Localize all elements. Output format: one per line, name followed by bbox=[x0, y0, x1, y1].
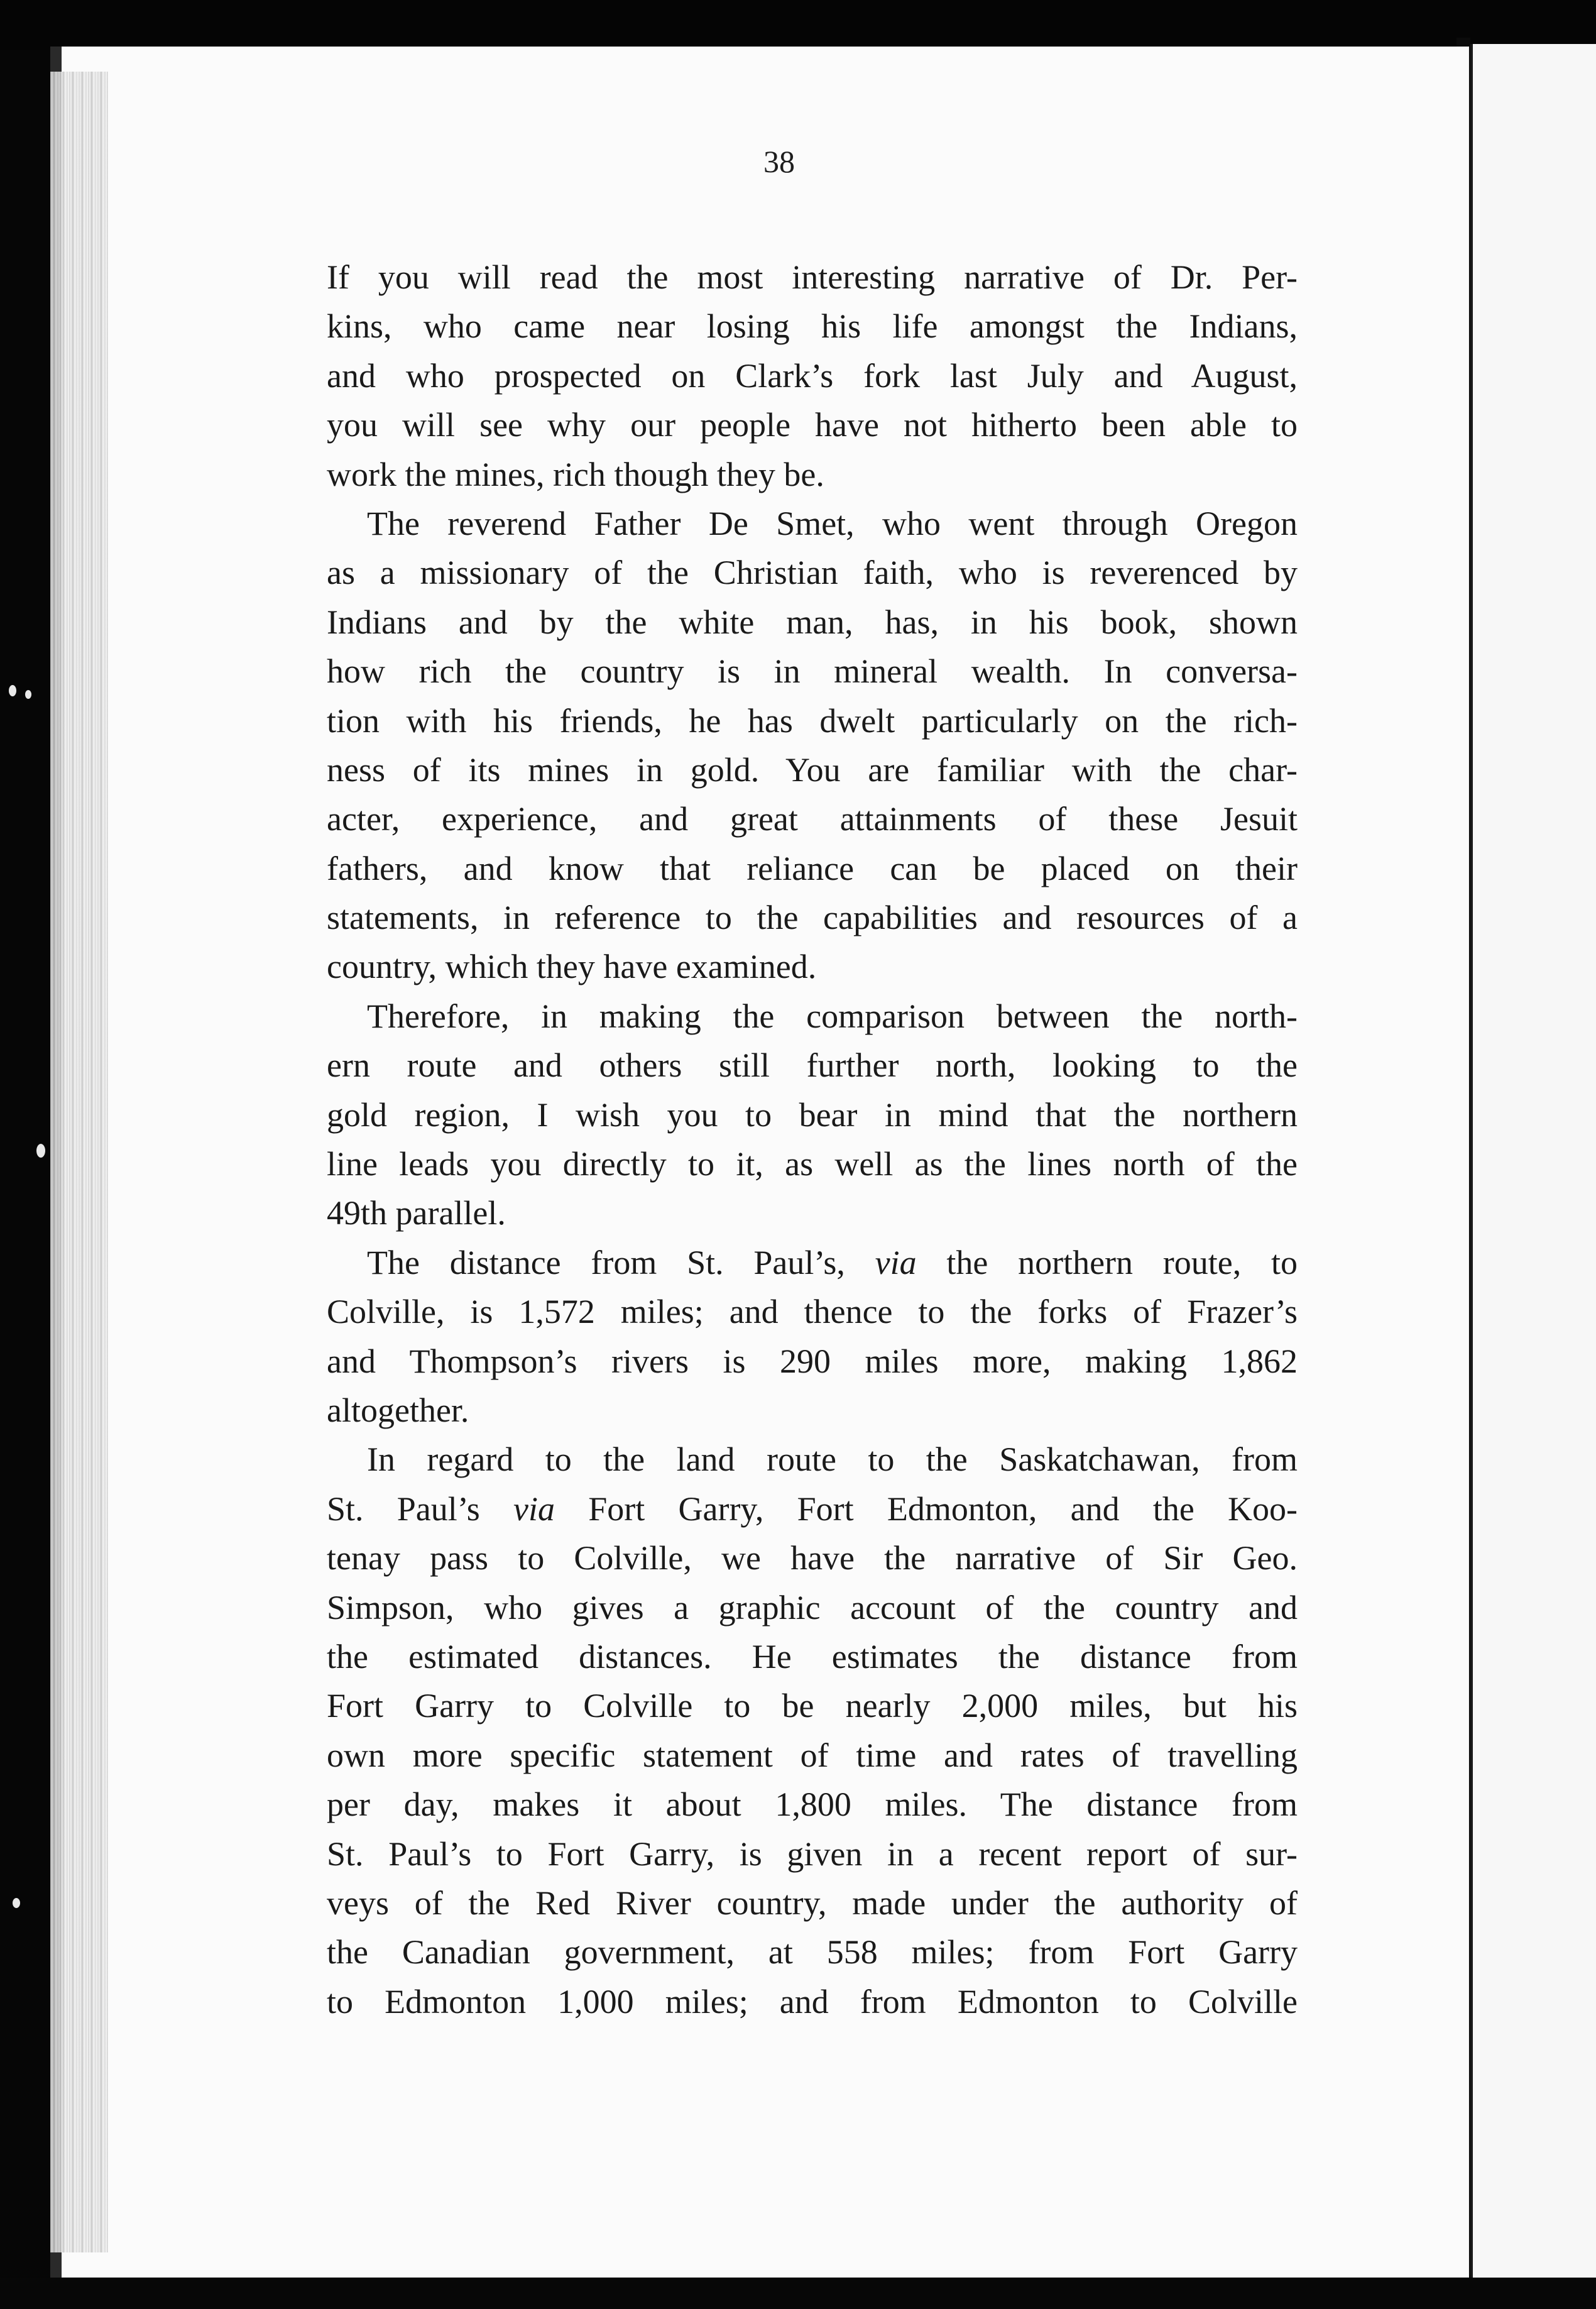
text-line: The reverend Father De Smet, who went through Oregon bbox=[367, 504, 1298, 542]
facing-page-sliver bbox=[1470, 44, 1596, 2294]
text-line: and Thompson’s rivers is 290 miles more, making 1,862 bbox=[327, 1342, 1298, 1380]
text-line: Indians and by the white man, has, in his book, shown bbox=[327, 603, 1298, 641]
scan-bottom-border bbox=[0, 2278, 1596, 2309]
italic-via: via bbox=[513, 1489, 555, 1528]
text-line: tion with his friends, he has dwelt particularly on the rich- bbox=[327, 701, 1298, 740]
text-line: St. Paul’s to Fort Garry, is given in a recent report of sur- bbox=[327, 1835, 1298, 1873]
text-line: In regard to the land route to the Saskatchawan, from bbox=[367, 1440, 1298, 1479]
text-line: and who prospected on Clark’s fork last July and August, bbox=[327, 356, 1298, 395]
scan-top-border bbox=[0, 0, 1596, 50]
page-number: 38 bbox=[763, 144, 795, 179]
text-line: fathers, and know that reliance can be placed on their bbox=[327, 849, 1298, 887]
text-line: tenay pass to Colville, we have the narrative of Sir Geo. bbox=[327, 1539, 1298, 1577]
text-line: line leads you directly to it, as well as the lines north of the bbox=[327, 1145, 1298, 1183]
text-line: own more specific statement of time and rates of travelling bbox=[327, 1736, 1298, 1774]
text-line: the estimated distances. He estimates the distance from bbox=[327, 1637, 1298, 1676]
text-line: 49th parallel. bbox=[327, 1194, 506, 1232]
text-line: to Edmonton 1,000 miles; and from Edmonton to Colville bbox=[327, 1982, 1298, 2021]
margin-speck bbox=[36, 1144, 45, 1158]
text-line: the Canadian government, at 558 miles; from Fort Garry bbox=[327, 1933, 1298, 1972]
text-run: The distance from St. Paul’s, bbox=[367, 1243, 875, 1281]
text-run: Fort Garry, Fort Edmonton, and the Koo- bbox=[555, 1489, 1298, 1528]
text-line: veys of the Red River country, made under the authority of bbox=[327, 1884, 1298, 1922]
text-line: gold region, I wish you to bear in mind that the northern bbox=[327, 1095, 1298, 1134]
text-line: as a missionary of the Christian faith, who is reverenced by bbox=[327, 554, 1298, 592]
text-line bbox=[327, 1238, 1298, 1287]
text-run: St. Paul’s bbox=[327, 1489, 514, 1528]
text-line: ern route and others still further north, looking to the bbox=[327, 1046, 1298, 1085]
italic-via: via bbox=[875, 1243, 917, 1281]
text-line: altogether. bbox=[327, 1391, 469, 1429]
text-line: country, which they have examined. bbox=[327, 948, 817, 986]
text-line bbox=[327, 1484, 1298, 1533]
binding-gutter bbox=[50, 72, 108, 2252]
text-line: Fort Garry to Colville to be nearly 2,000 miles, but his bbox=[327, 1687, 1298, 1725]
text-line: work the mines, rich though they be. bbox=[327, 455, 824, 493]
margin-speck bbox=[25, 690, 31, 699]
text-line: acter, experience, and great attainments of these Jesuit bbox=[327, 800, 1298, 838]
margin-speck bbox=[9, 685, 16, 696]
text-line: per day, makes it about 1,800 miles. The distance from bbox=[327, 1785, 1298, 1824]
text-line: Simpson, who gives a graphic account of the country and bbox=[327, 1588, 1298, 1626]
text-line: statements, in reference to the capabilities and resources of a bbox=[327, 899, 1298, 937]
body-text bbox=[327, 253, 1298, 2026]
text-line: ness of its mines in gold. You are familiar with the char- bbox=[327, 750, 1298, 789]
text-line: If you will read the most interesting narrative of Dr. Per- bbox=[327, 258, 1298, 296]
text-line: Therefore, in making the comparison between the north- bbox=[367, 997, 1298, 1035]
text-line: how rich the country is in mineral wealth. In conversa- bbox=[327, 652, 1298, 691]
text-line: you will see why our people have not hitherto been able to bbox=[327, 406, 1298, 444]
text-run: the northern route, to bbox=[916, 1243, 1298, 1281]
text-line: Colville, is 1,572 miles; and thence to the forks of Frazer’s bbox=[327, 1293, 1298, 1331]
margin-speck bbox=[13, 1898, 20, 1908]
text-line: kins, who came near losing his life amongst the Indians, bbox=[327, 307, 1298, 346]
